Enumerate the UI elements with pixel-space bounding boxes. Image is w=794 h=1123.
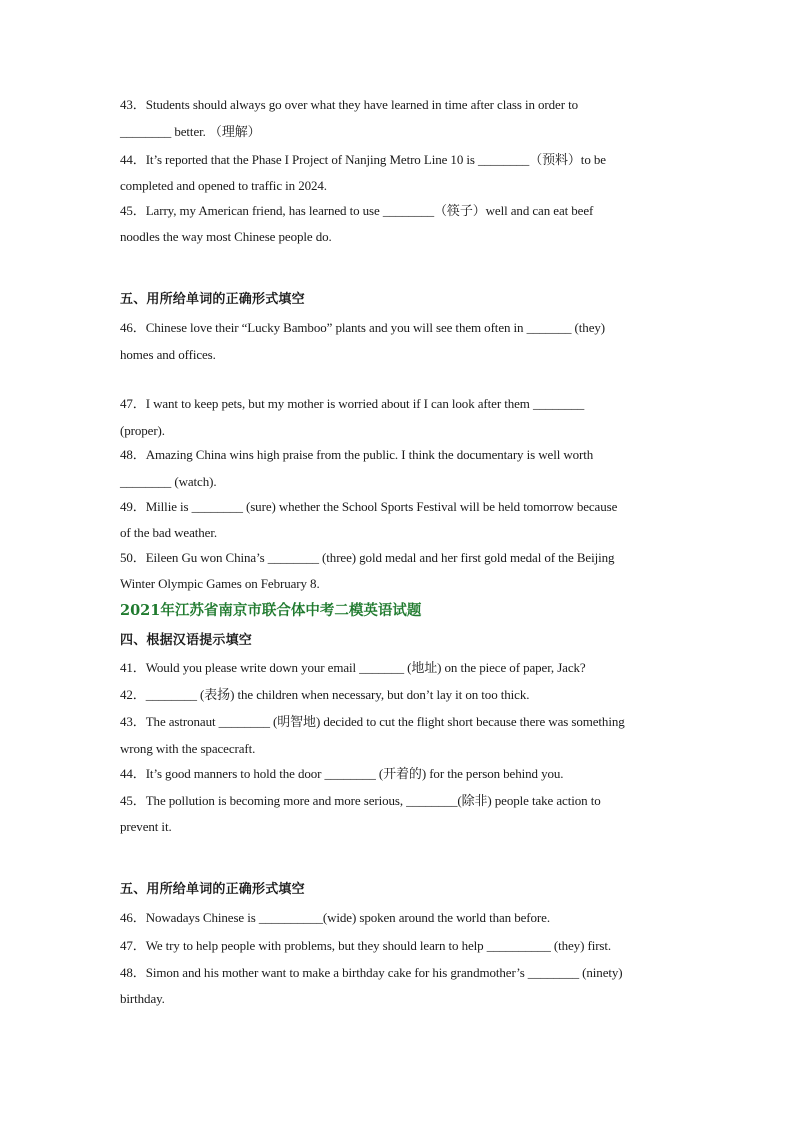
q42-line-1: 42．________ (表扬) the children when necessary, but don’t lay it on too thick. <box>120 687 530 702</box>
q46-line-1: 46．Nowadays Chinese is __________(wide) spoken around the world than before. <box>120 910 550 925</box>
q47-line-1: 47．We try to help people with problems, but they should learn to help __________ (they) first. <box>120 938 612 953</box>
q48-line-1: 48．Amazing China wins high praise from the public. I think the documentary is well worth <box>120 447 594 462</box>
q50-line-1: 50．Eileen Gu won China’s ________ (three) gold medal and her first gold medal of the Beijing <box>120 550 615 565</box>
q43-line-2: wrong with the spacecraft. <box>120 741 256 756</box>
q45-line-2: prevent it. <box>120 819 172 834</box>
exam-title: 2021年江苏省南京市联合体中考二模英语试题 <box>120 602 422 619</box>
q49-line-2: of the bad weather. <box>120 525 218 540</box>
section-heading: 四、根据汉语提示填空 <box>120 633 253 648</box>
q41-line-1: 41．Would you please write down your email _______ (地址) on the piece of paper, Jack? <box>120 660 586 675</box>
q48-line-2: birthday. <box>120 991 165 1006</box>
q48-line-1: 48．Simon and his mother want to make a birthday cake for his grandmother’s ________ (ninety) <box>120 965 623 980</box>
q46-line-2: homes and offices. <box>120 347 216 362</box>
q44-line-2: completed and opened to traffic in 2024. <box>120 178 327 193</box>
q48-line-2: ________ (watch). <box>120 474 217 489</box>
q45-line-2: noodles the way most Chinese people do. <box>120 229 332 244</box>
q45-line-1: 45．Larry, my American friend, has learned to use ________（筷子）well and can eat beef <box>120 203 594 218</box>
q49-line-1: 49．Millie is ________ (sure) whether the School Sports Festival will be held tomorrow because <box>120 499 618 514</box>
section-heading: 五、用所给单词的正确形式填空 <box>120 882 305 897</box>
q43-line-2: ________ better. （理解） <box>120 124 261 139</box>
q43-line-1: 43．Students should always go over what they have learned in time after class in order to <box>120 97 578 112</box>
section-heading: 五、用所给单词的正确形式填空 <box>120 292 305 307</box>
q44-line-1: 44．It’s reported that the Phase I Project of Nanjing Metro Line 10 is ________（预料）to be <box>120 152 606 167</box>
q46-line-1: 46．Chinese love their “Lucky Bamboo” plants and you will see them often in _______ (they) <box>120 320 605 335</box>
q47-line-1: 47．I want to keep pets, but my mother is worried about if I can look after them ________ <box>120 396 585 411</box>
q50-line-2: Winter Olympic Games on February 8. <box>120 576 320 591</box>
q43-line-1: 43．The astronaut ________ (明智地) decided to cut the flight short because there was something <box>120 714 625 729</box>
q44-line-1: 44．It’s good manners to hold the door ________ (开着的) for the person behind you. <box>120 766 564 781</box>
q47-line-2: (proper). <box>120 423 165 438</box>
q45-line-1: 45．The pollution is becoming more and more serious, ________(除非) people take action to <box>120 793 601 808</box>
